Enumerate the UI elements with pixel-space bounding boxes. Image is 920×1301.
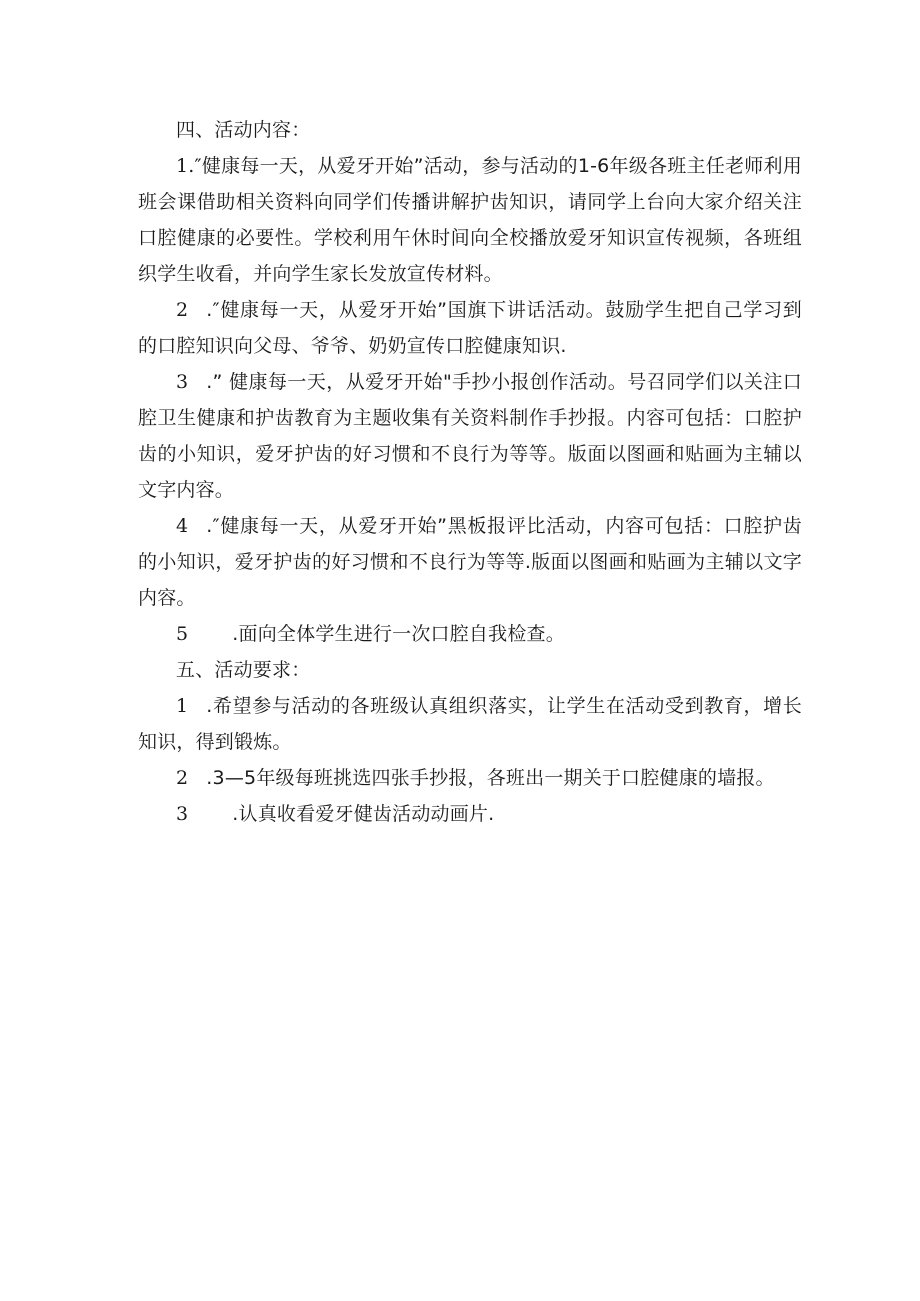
activity-item-1 bbox=[138, 148, 802, 292]
document-body bbox=[138, 112, 802, 832]
section-heading-activity-requirements: 五、活动要求： bbox=[176, 659, 311, 681]
item-number: 1 bbox=[176, 695, 189, 717]
item-number: 4 bbox=[176, 515, 189, 537]
item-number: 5 bbox=[176, 623, 189, 645]
activity-item-2 bbox=[138, 292, 802, 364]
item-number: 2 bbox=[176, 299, 189, 321]
item-text: .″健康每一天，从爱牙开始”黑板报评比活动，内容可包括：口腔护齿的小知识，爱牙护齿的好习惯和不良行为等等.版面以图画和贴画为主辅以文字内容。 bbox=[138, 515, 802, 609]
item-text: .面向全体学生进行一次口腔自我检查。 bbox=[232, 623, 565, 645]
requirement-item-2 bbox=[138, 760, 802, 796]
item-text: .认真收看爱牙健齿活动动画片. bbox=[232, 803, 495, 825]
section-heading-activity-content: 四、活动内容： bbox=[176, 119, 311, 141]
item-text: .” 健康每一天，从爱牙开始"手抄小报创作活动。号召同学们以关注口腔卫生健康和护齿教育为主题收集有关资料制作手抄报。内容可包括：口腔护齿的小知识，爱牙护齿的好习惯和不良行为等等。版面以图画和贴画为主辅以文字内容。 bbox=[138, 371, 802, 501]
item-number: 2 bbox=[176, 767, 189, 789]
item-number: 3 bbox=[176, 371, 189, 393]
requirement-item-1 bbox=[138, 688, 802, 760]
item-number: 1. bbox=[176, 155, 195, 177]
item-number: 3 bbox=[176, 803, 189, 825]
requirement-item-3 bbox=[138, 796, 802, 832]
activity-item-5 bbox=[138, 616, 802, 652]
item-text: .″健康每一天，从爱牙开始”国旗下讲话活动。鼓励学生把自己学习到的口腔知识向父母、爷爷、奶奶宣传口腔健康知识. bbox=[138, 299, 802, 357]
activity-item-4 bbox=[138, 508, 802, 616]
item-text: ″健康每一天，从爱牙开始”活动，参与活动的1-6年级各班主任老师利用班会课借助相关资料向同学们传播讲解护齿知识，请同学上台向大家介绍关注口腔健康的必要性。学校利用午休时间向全校播放爱牙知识宣传视频，各班组织学生收看，并向学生家长发放宣传材料。 bbox=[138, 155, 802, 285]
item-text: .希望参与活动的各班级认真组织落实，让学生在活动受到教育，增长知识，得到锻炼。 bbox=[138, 695, 802, 753]
activity-item-3 bbox=[138, 364, 802, 508]
item-text: .3—5年级每班挑选四张手抄报，各班出一期关于口腔健康的墙报。 bbox=[206, 767, 775, 789]
